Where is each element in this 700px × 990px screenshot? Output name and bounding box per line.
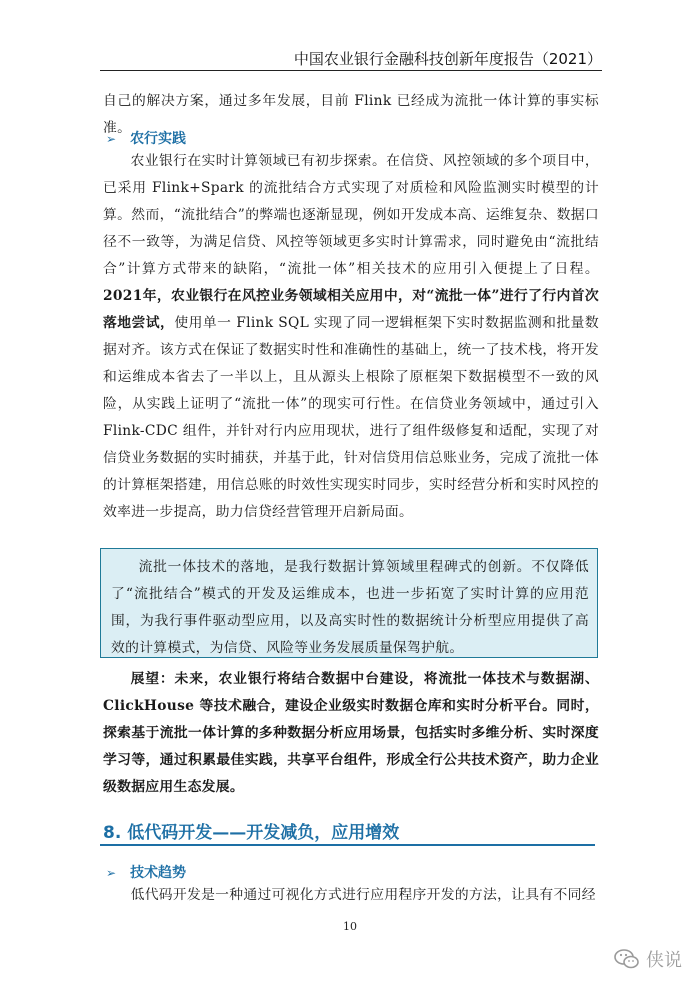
arrow-bullet-icon: ➢	[106, 866, 117, 880]
arrow-bullet-icon: ➢	[106, 132, 117, 146]
watermark	[614, 946, 682, 972]
section-8-paragraph: 低代码开发是一种通过可视化方式进行应用程序开发的方法，让具有不同经	[130, 887, 596, 903]
subheading-trend-label: 技术趋势	[130, 865, 187, 881]
section-divider	[100, 844, 595, 846]
intro-paragraph: 自己的解决方案，通过多年发展，目前 Flink 已经成为流批一体计算的事实标准。	[103, 93, 599, 136]
practice-paragraph	[103, 148, 599, 526]
header-title: 中国农业银行金融科技创新年度报告（2021）	[293, 50, 602, 68]
header-divider	[100, 70, 602, 71]
page-number: 10	[343, 920, 357, 933]
wechat-icon	[614, 948, 640, 970]
practice-text-2: 使用单一 Flink SQL 实现了同一逻辑框架下实时数据监测和批量数据对齐。该方式在保证了数据实时性和准确性的基础上，统一了技术栈，将开发和运维成本省去了一半以上，且从源头上根除了原框架下数据模型不一致的风险，从实践上证明了“流批一体”的现实可行性。在信贷业务领域中，通过引入 Flink-CDC 组件，并针对行内应用现状，进行了组件级修复和适配，实现了对信贷业务数据的实时捕获，并基于此，针对信贷用信总账业务，完成了流批一体的计算框架搭建，用信总账的时效性实现实时同步，实时经营分析和实时风控的效率进一步提高，助力信贷经营管理开启新局面。	[103, 315, 600, 520]
callout-text: 流批一体技术的落地，是我行数据计算领域里程碑式的创新。不仅降低了“流批结合”模式的开发及运维成本，也进一步拓宽了实时计算的应用范围，为我行事件驱动型应用，以及高实时性的数据统计分析型应用提供了高效的计算模式，为信贷、风险等业务发展质量保驾护航。	[111, 559, 589, 656]
section-8-title: 8. 低代码开发——开发减负，应用增效	[103, 823, 400, 843]
watermark-text: 侠说	[646, 950, 682, 971]
practice-text-1: 农业银行在实时计算领域已有初步探索。在信贷、风控领域的多个项目中，已采用 Flink+Spark 的流批结合方式实现了对质检和风险监测实时模型的计算。然而，“流批结合”的弊端也逐渐显现，例如开发成本高、运维复杂、数据口径不一致等，为满足信贷、风控等领域更多实时计算需求，同时避免由“流批结合”计算方式带来的缺陷，“流批一体”相关技术的应用引入便提上了日程。	[103, 153, 599, 277]
callout-box	[100, 548, 598, 658]
practice-text-bold: 2021年，农业银行在风控业务领域相关应用中，对“流批一体”进行了行内首次落地尝试，	[103, 288, 599, 331]
subheading-practice	[106, 128, 186, 148]
outlook-paragraph: 展望：未来，农业银行将结合数据中台建设，将流批一体技术与数据湖、ClickHouse 等技术融合，建设企业级实时数据仓库和实时分析平台。同时，探索基于流批一体计算的多种数据分析应用场景，包括实时多维分析、实时深度学习等，通过积累最佳实践，共享平台组件，形成全行公共技术资产，助力企业级数据应用生态发展。	[103, 671, 599, 795]
subheading-practice-label: 农行实践	[130, 131, 187, 147]
subheading-trend	[106, 862, 186, 882]
